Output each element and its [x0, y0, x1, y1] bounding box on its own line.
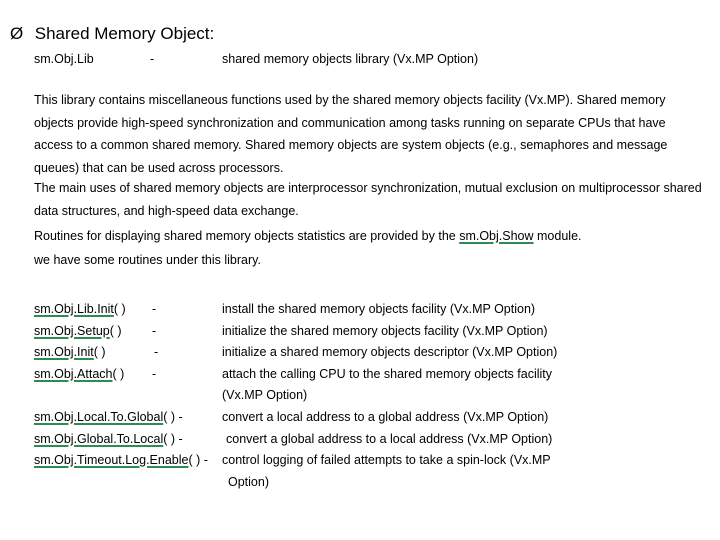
- routine-smobjsetup: [34, 324, 122, 338]
- routine-link[interactable]: sm.Obj.Setup: [34, 324, 110, 338]
- arrow-bullet-icon: Ø: [10, 24, 24, 43]
- routine-link[interactable]: sm.Obj.Global.To.Local: [34, 432, 164, 446]
- routine-link[interactable]: sm.Obj.Init: [34, 345, 94, 359]
- routine-suffix: ( ) -: [163, 410, 183, 424]
- routine-description: control logging of failed attempts to take a spin-lock (Vx.MP: [222, 453, 551, 467]
- routine-suffix: ( ): [93, 345, 106, 359]
- paragraph-show-text-before: Routines for displaying shared memory objects statistics are provided by the: [34, 229, 460, 243]
- section-heading: [10, 24, 214, 44]
- smobjshow-link[interactable]: sm.Obj.Show: [459, 229, 534, 243]
- library-name: sm.Obj.Lib: [34, 52, 94, 66]
- routine-link[interactable]: sm.Obj.Timeout.Log.Enable: [34, 453, 189, 467]
- routine-smobjlibinit: [34, 302, 126, 316]
- routine-suffix: ( ) -: [188, 453, 208, 467]
- routine-description: initialize the shared memory objects facility (Vx.MP Option): [222, 324, 548, 338]
- routine-description-continued: Option): [228, 475, 269, 489]
- library-description: shared memory objects library (Vx.MP Option): [222, 52, 479, 66]
- paragraph-intro: This library contains miscellaneous functions used by the shared memory objects facility (Vx.MP). Shared memory objects provide high-speed synchronization and communication among tasks running on separate CPUs that have access to a common shared memory. Shared memory objects are system objects (e.g., semaphores and message queues) that can be used across processors.: [34, 93, 668, 175]
- routine-suffix: ( ): [113, 302, 126, 316]
- routine-smobjinit: [34, 345, 106, 359]
- routine-suffix: ( ): [109, 324, 122, 338]
- routine-description: convert a global address to a local address (Vx.MP Option): [226, 432, 553, 446]
- routine-dash: -: [152, 302, 157, 316]
- routine-dash: -: [152, 367, 157, 381]
- routine-suffix: ( ) -: [163, 432, 183, 446]
- paragraph-show-text-after: module.: [533, 229, 582, 243]
- routine-description: initialize a shared memory objects descriptor (Vx.MP Option): [222, 345, 558, 359]
- routine-suffix: ( ): [112, 367, 125, 381]
- library-dash: -: [150, 52, 155, 66]
- routine-description: convert a local address to a global address (Vx.MP Option): [222, 410, 549, 424]
- routine-description: attach the calling CPU to the shared memory objects facility: [222, 367, 553, 381]
- paragraph-show-module: [34, 225, 704, 248]
- routine-link[interactable]: sm.Obj.Lib.Init: [34, 302, 114, 316]
- routine-description-continued: (Vx.MP Option): [222, 388, 308, 402]
- routine-link[interactable]: sm.Obj.Attach: [34, 367, 113, 381]
- routine-smobjattach: [34, 367, 124, 381]
- routine-description: install the shared memory objects facility (Vx.MP Option): [222, 302, 536, 316]
- routine-dash: -: [154, 345, 159, 359]
- routine-smobjtimeoutlogenable: [34, 453, 208, 467]
- section-title: Shared Memory Object:: [34, 24, 215, 43]
- routine-smobjglobaltolocal: [34, 432, 183, 446]
- routine-dash: -: [152, 324, 157, 338]
- routine-link[interactable]: sm.Obj.Local.To.Global: [34, 410, 164, 424]
- routine-smobjlocaltoglobal: [34, 410, 183, 424]
- paragraph-routines-intro: we have some routines under this library.: [34, 253, 261, 267]
- paragraph-uses: The main uses of shared memory objects are interprocessor synchronization, mutual exclusion on multiprocessor shared data structures, and high-speed data exchange.: [34, 181, 702, 218]
